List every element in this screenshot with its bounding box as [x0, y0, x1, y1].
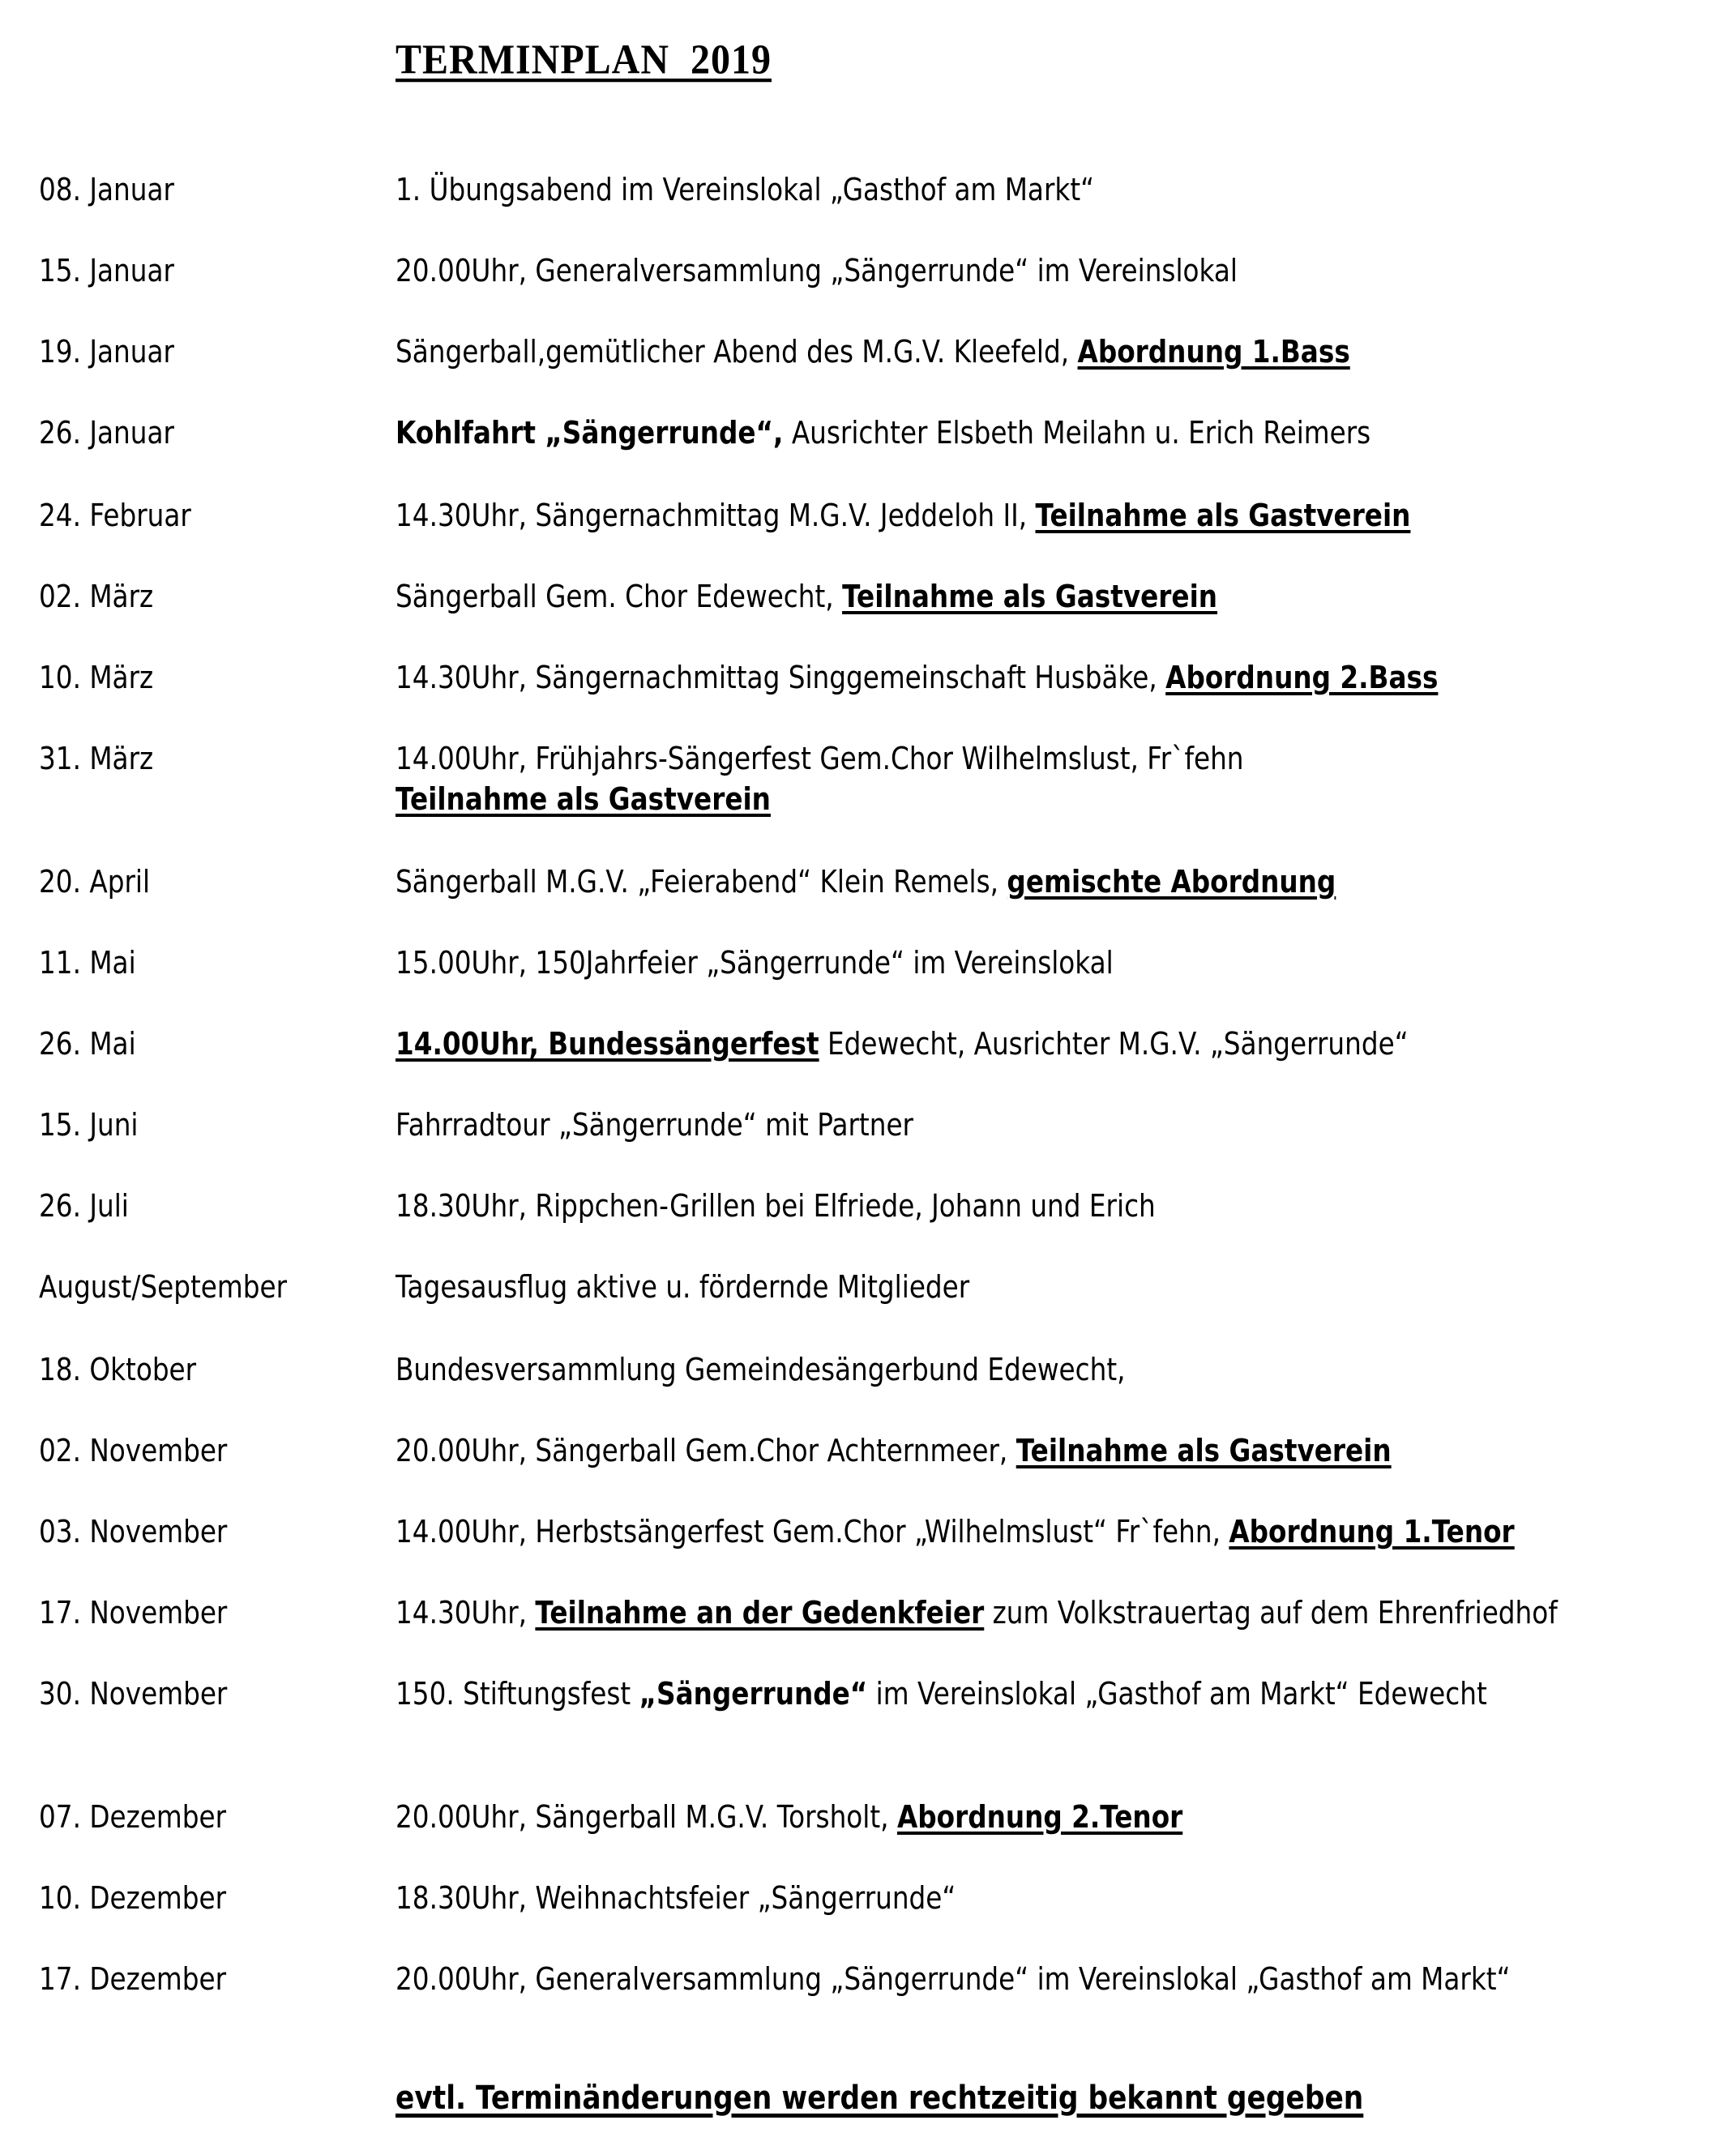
event-date: 26. Juli	[39, 1188, 129, 1224]
event-description	[396, 579, 1217, 614]
event-description	[396, 741, 1244, 817]
page-title: TERMINPLAN 2019	[396, 36, 772, 83]
event-text-highlight: Abordnung 2.Tenor	[896, 1799, 1183, 1835]
event-description	[396, 415, 1370, 451]
event-text-bold: Kohlfahrt „Sängerrunde“,	[396, 415, 784, 451]
event-description	[396, 334, 1350, 370]
event-description	[396, 1269, 969, 1305]
event-text-highlight: 14.00Uhr, Bundessängerfest	[396, 1026, 819, 1062]
event-text: Sängerball Gem. Chor Edewecht,	[396, 579, 843, 614]
event-text: im Vereinslokal „Gasthof am Markt“ Edewecht	[867, 1676, 1487, 1712]
event-description	[396, 1188, 1156, 1224]
event-date: 08. Januar	[39, 172, 174, 207]
event-text: zum Volkstrauertag auf dem Ehrenfriedhof	[984, 1595, 1558, 1631]
event-date: 19. Januar	[39, 334, 174, 370]
event-date: 30. November	[39, 1676, 228, 1712]
event-text: Tagesausflug aktive u. fördernde Mitglieder	[396, 1269, 970, 1305]
event-text-highlight: Abordnung 1.Tenor	[1229, 1514, 1515, 1550]
event-date: 26. Mai	[39, 1026, 136, 1062]
event-description	[396, 1799, 1182, 1835]
event-date: 15. Juni	[39, 1107, 139, 1143]
event-text: 14.30Uhr,	[396, 1595, 536, 1631]
event-description	[396, 498, 1410, 533]
event-text: 14.30Uhr, Sängernachmittag Singgemeinschaft Husbäke,	[396, 660, 1166, 695]
event-date: 10. März	[39, 660, 154, 695]
event-description	[396, 253, 1238, 289]
event-text: Fahrradtour „Sängerrunde“ mit Partner	[396, 1107, 913, 1143]
event-date: 10. Dezember	[39, 1880, 227, 1916]
event-description	[396, 945, 1114, 981]
event-second-line	[396, 781, 1244, 817]
event-text-highlight: Teilnahme an der Gedenkfeier	[535, 1595, 985, 1631]
event-date: 02. März	[39, 579, 154, 614]
event-date: 02. November	[39, 1433, 228, 1468]
event-text: 14.00Uhr, Herbstsängerfest Gem.Chor „Wilhelmslust“ Fr`fehn,	[396, 1514, 1229, 1550]
event-date: 07. Dezember	[39, 1799, 227, 1835]
event-description	[396, 1961, 1511, 1997]
event-text: 18.30Uhr, Rippchen-Grillen bei Elfriede, Johann und Erich	[396, 1188, 1156, 1224]
event-text: Sängerball M.G.V. „Feierabend“ Klein Remels,	[396, 864, 1007, 900]
event-description	[396, 1676, 1487, 1712]
event-date: 31. März	[39, 741, 154, 776]
event-date: 24. Februar	[39, 498, 191, 533]
event-text: 20.00Uhr, Sängerball Gem.Chor Achternmeer,	[396, 1433, 1016, 1468]
event-text-bold: „Sängerrunde“	[639, 1676, 868, 1712]
event-date: 17. Dezember	[39, 1961, 227, 1997]
event-date: 15. Januar	[39, 253, 174, 289]
event-text: 20.00Uhr, Sängerball M.G.V. Torsholt,	[396, 1799, 897, 1835]
event-text-highlight: Teilnahme als Gastverein	[396, 781, 771, 817]
event-text-highlight: Abordnung 2.Bass	[1165, 660, 1439, 695]
event-date: 11. Mai	[39, 945, 136, 981]
event-text-highlight: Abordnung 1.Bass	[1077, 334, 1350, 370]
event-text: Sängerball,gemütlicher Abend des M.G.V. Kleefeld,	[396, 334, 1078, 370]
event-date: 26. Januar	[39, 415, 174, 451]
event-text: 14.30Uhr, Sängernachmittag M.G.V. Jeddeloh II,	[396, 498, 1036, 533]
event-date: 18. Oktober	[39, 1352, 197, 1387]
event-text: 20.00Uhr, Generalversammlung „Sängerrunde“ im Vereinslokal	[396, 253, 1238, 289]
event-text-highlight: Teilnahme als Gastverein	[842, 579, 1218, 614]
event-description	[396, 1880, 956, 1916]
event-text: Bundesversammlung Gemeindesängerbund Edewecht,	[396, 1352, 1126, 1387]
event-text: Ausrichter Elsbeth Meilahn u. Erich Reimers	[783, 415, 1371, 451]
event-date: 17. November	[39, 1595, 228, 1631]
event-text: 15.00Uhr, 150Jahrfeier „Sängerrunde“ im Vereinslokal	[396, 945, 1114, 981]
event-text: 18.30Uhr, Weihnachtsfeier „Sängerrunde“	[396, 1880, 956, 1916]
event-text-highlight: gemischte Abordnung	[1007, 864, 1336, 900]
event-text: 20.00Uhr, Generalversammlung „Sängerrunde“ im Vereinslokal „Gasthof am Markt“	[396, 1961, 1511, 1997]
event-description	[396, 172, 1094, 207]
event-description	[396, 1514, 1515, 1550]
event-text: Edewecht, Ausrichter M.G.V. „Sängerrunde“	[819, 1026, 1409, 1062]
event-date: August/September	[39, 1269, 288, 1305]
event-description	[396, 864, 1336, 900]
event-description	[396, 1433, 1392, 1468]
event-text: 1. Übungsabend im Vereinslokal „Gasthof am Markt“	[396, 172, 1095, 207]
event-text-highlight: Teilnahme als Gastverein	[1016, 1433, 1392, 1468]
event-description	[396, 1352, 1126, 1387]
event-description	[396, 1026, 1409, 1062]
event-description	[396, 660, 1438, 695]
event-description	[396, 1595, 1558, 1631]
footer-note: evtl. Terminänderungen werden rechtzeitig bekannt gegeben	[396, 2080, 1364, 2117]
event-description	[396, 1107, 913, 1143]
event-text-highlight: Teilnahme als Gastverein	[1035, 498, 1411, 533]
event-date: 03. November	[39, 1514, 228, 1550]
event-text: 150. Stiftungsfest	[396, 1676, 639, 1712]
event-text: 14.00Uhr, Frühjahrs-Sängerfest Gem.Chor Wilhelmslust, Fr`fehn	[396, 741, 1244, 776]
event-date: 20. April	[39, 864, 151, 900]
